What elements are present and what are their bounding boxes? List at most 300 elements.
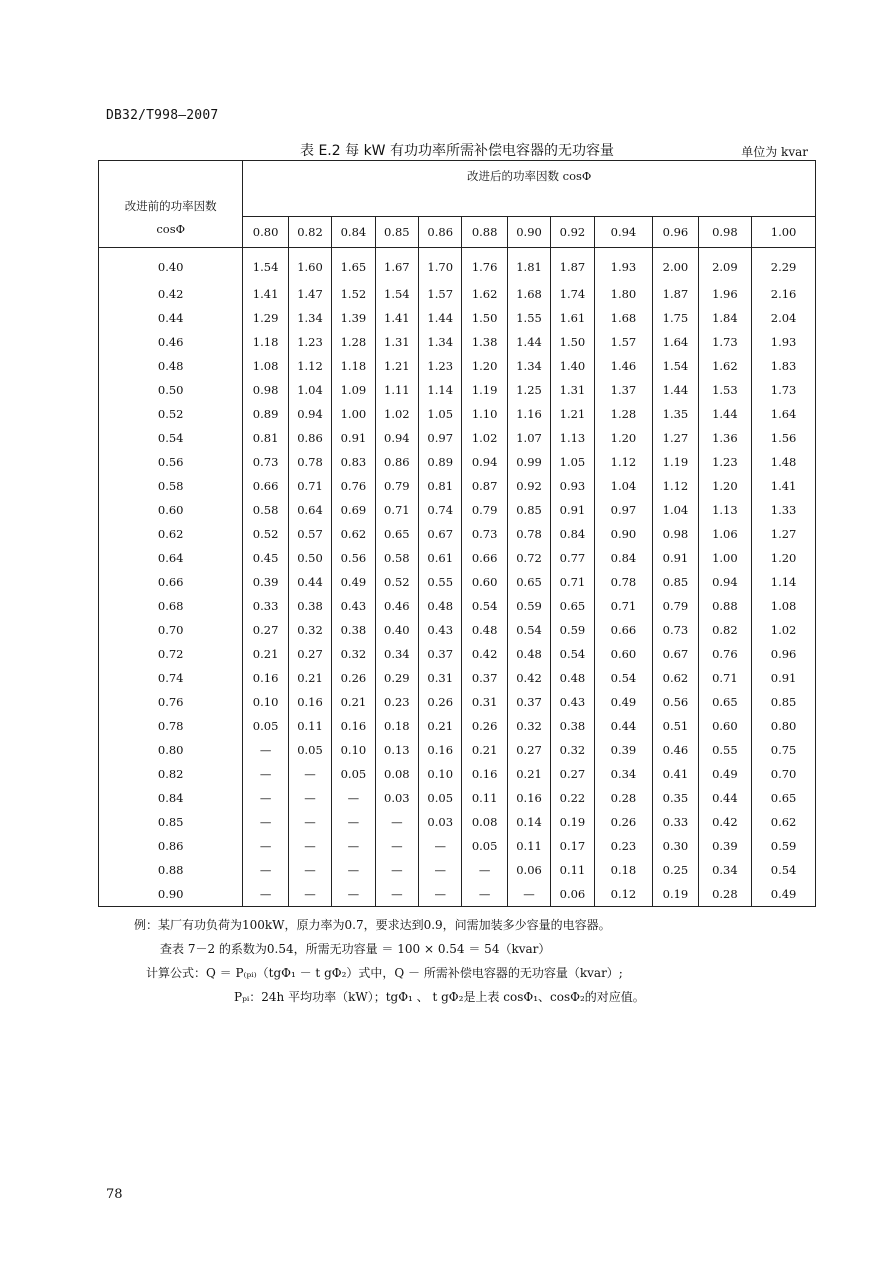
lookup-note: 查表 7－2 的系数为0.54，所需无功容量 ＝ 100 × 0.54 ＝ 54（kvar） bbox=[160, 942, 551, 956]
table-row bbox=[99, 714, 816, 738]
table-body bbox=[99, 247, 816, 906]
row-power-factor: 0.40 bbox=[99, 247, 243, 282]
table-cell: 0.73 bbox=[653, 618, 698, 642]
table-cell: 0.89 bbox=[419, 450, 462, 474]
table-cell: 1.23 bbox=[288, 330, 331, 354]
table-cell: 0.72 bbox=[507, 546, 550, 570]
row-power-factor: 0.70 bbox=[99, 618, 243, 642]
table-cell: 0.43 bbox=[419, 618, 462, 642]
table-cell: 0.08 bbox=[462, 810, 507, 834]
table-cell: 0.16 bbox=[462, 762, 507, 786]
table-cell: 1.18 bbox=[243, 330, 288, 354]
table-cell: 1.48 bbox=[752, 450, 816, 474]
table-cell: — bbox=[288, 858, 331, 882]
table-cell: 1.08 bbox=[243, 354, 288, 378]
table-cell: 0.80 bbox=[752, 714, 816, 738]
table-cell: 0.33 bbox=[653, 810, 698, 834]
table-cell: — bbox=[243, 810, 288, 834]
row-power-factor: 0.88 bbox=[99, 858, 243, 882]
table-cell: 1.67 bbox=[375, 247, 418, 282]
table-cell: 0.12 bbox=[594, 882, 653, 907]
row-power-factor: 0.64 bbox=[99, 546, 243, 570]
table-cell: 1.61 bbox=[551, 306, 594, 330]
table-cell: 1.81 bbox=[507, 247, 550, 282]
table-cell: 0.65 bbox=[507, 570, 550, 594]
table-cell: — bbox=[288, 834, 331, 858]
table-cell: 1.73 bbox=[752, 378, 816, 402]
table-cell: — bbox=[243, 834, 288, 858]
example-note: 例：某厂有功负荷为100kW，原力率为0.7，要求达到0.9，问需加装多少容量的电容器。 bbox=[134, 918, 611, 932]
table-cell: 0.96 bbox=[752, 642, 816, 666]
table-cell: 0.40 bbox=[375, 618, 418, 642]
table-cell: 1.05 bbox=[551, 450, 594, 474]
table-cell: 1.64 bbox=[752, 402, 816, 426]
table-cell: 0.71 bbox=[698, 666, 752, 690]
table-cell: 1.23 bbox=[698, 450, 752, 474]
table-cell: 1.57 bbox=[419, 282, 462, 306]
table-cell: 0.94 bbox=[462, 450, 507, 474]
table-cell: 1.28 bbox=[594, 402, 653, 426]
table-row bbox=[99, 690, 816, 714]
row-power-factor: 0.58 bbox=[99, 474, 243, 498]
table-cell: 0.37 bbox=[507, 690, 550, 714]
table-cell: 0.21 bbox=[332, 690, 375, 714]
table-cell: 1.41 bbox=[243, 282, 288, 306]
table-cell: 1.20 bbox=[752, 546, 816, 570]
table-cell: 0.71 bbox=[594, 594, 653, 618]
table-cell: 1.18 bbox=[332, 354, 375, 378]
table-cell: 0.05 bbox=[288, 738, 331, 762]
row-header-symbol: cosΦ bbox=[99, 217, 243, 248]
table-row bbox=[99, 474, 816, 498]
table-row bbox=[99, 594, 816, 618]
column-header: 0.94 bbox=[594, 217, 653, 248]
table-cell: 1.10 bbox=[462, 402, 507, 426]
column-header: 1.00 bbox=[752, 217, 816, 248]
column-header: 0.84 bbox=[332, 217, 375, 248]
table-cell: 0.44 bbox=[698, 786, 752, 810]
table-cell: 1.31 bbox=[551, 378, 594, 402]
table-cell: — bbox=[375, 834, 418, 858]
table-cell: 0.14 bbox=[507, 810, 550, 834]
table-row bbox=[99, 354, 816, 378]
table-cell: 0.73 bbox=[462, 522, 507, 546]
table-cell: 0.39 bbox=[243, 570, 288, 594]
table-cell: 0.71 bbox=[288, 474, 331, 498]
table-cell: 1.07 bbox=[507, 426, 550, 450]
table-cell: 0.66 bbox=[243, 474, 288, 498]
table-cell: 0.76 bbox=[332, 474, 375, 498]
table-cell: 1.87 bbox=[551, 247, 594, 282]
table-cell: — bbox=[462, 858, 507, 882]
table-cell: 1.53 bbox=[698, 378, 752, 402]
table-cell: — bbox=[288, 810, 331, 834]
table-cell: 1.20 bbox=[698, 474, 752, 498]
table-cell: 1.44 bbox=[419, 306, 462, 330]
table-cell: 1.54 bbox=[375, 282, 418, 306]
table-cell: 0.16 bbox=[419, 738, 462, 762]
table-row bbox=[99, 402, 816, 426]
table-cell: 1.02 bbox=[375, 402, 418, 426]
row-power-factor: 0.84 bbox=[99, 786, 243, 810]
table-cell: 0.54 bbox=[551, 642, 594, 666]
table-cell: 0.05 bbox=[419, 786, 462, 810]
table-cell: 0.66 bbox=[594, 618, 653, 642]
table-cell: 1.11 bbox=[375, 378, 418, 402]
table-cell: 0.46 bbox=[375, 594, 418, 618]
table-cell: 0.21 bbox=[243, 642, 288, 666]
table-cell: 1.73 bbox=[698, 330, 752, 354]
table-cell: 0.65 bbox=[752, 786, 816, 810]
table-cell: 0.18 bbox=[375, 714, 418, 738]
table-cell: 1.13 bbox=[551, 426, 594, 450]
table-cell: 0.55 bbox=[698, 738, 752, 762]
table-cell: 0.34 bbox=[375, 642, 418, 666]
table-cell: 1.19 bbox=[653, 450, 698, 474]
table-cell: 0.54 bbox=[594, 666, 653, 690]
table-cell: 1.02 bbox=[752, 618, 816, 642]
table-cell: 0.74 bbox=[419, 498, 462, 522]
table-cell: 1.33 bbox=[752, 498, 816, 522]
table-cell: 0.38 bbox=[288, 594, 331, 618]
table-cell: 0.62 bbox=[332, 522, 375, 546]
table-cell: 0.38 bbox=[332, 618, 375, 642]
table-cell: 1.27 bbox=[752, 522, 816, 546]
table-cell: 0.37 bbox=[419, 642, 462, 666]
row-power-factor: 0.48 bbox=[99, 354, 243, 378]
table-cell: 0.21 bbox=[462, 738, 507, 762]
table-cell: — bbox=[243, 786, 288, 810]
table-cell: 0.28 bbox=[594, 786, 653, 810]
row-power-factor: 0.72 bbox=[99, 642, 243, 666]
table-cell: 0.60 bbox=[594, 642, 653, 666]
table-cell: 1.34 bbox=[288, 306, 331, 330]
table-row bbox=[99, 858, 816, 882]
table-cell: 1.46 bbox=[594, 354, 653, 378]
table-cell: 0.50 bbox=[288, 546, 331, 570]
table-cell: 1.14 bbox=[752, 570, 816, 594]
table-cell: 0.78 bbox=[507, 522, 550, 546]
table-cell: — bbox=[332, 858, 375, 882]
table-cell: 0.32 bbox=[332, 642, 375, 666]
table-cell: — bbox=[332, 834, 375, 858]
table-cell: 1.06 bbox=[698, 522, 752, 546]
table-cell: 0.18 bbox=[594, 858, 653, 882]
table-cell: 0.48 bbox=[419, 594, 462, 618]
table-cell: 1.68 bbox=[594, 306, 653, 330]
table-row bbox=[99, 642, 816, 666]
table-cell: 0.52 bbox=[375, 570, 418, 594]
table-row bbox=[99, 834, 816, 858]
table-row bbox=[99, 618, 816, 642]
table-cell: 0.73 bbox=[243, 450, 288, 474]
table-cell: 0.65 bbox=[375, 522, 418, 546]
table-row bbox=[99, 426, 816, 450]
table-cell: 0.51 bbox=[653, 714, 698, 738]
table-cell: 1.02 bbox=[462, 426, 507, 450]
table-cell: 0.78 bbox=[594, 570, 653, 594]
table-cell: 0.30 bbox=[653, 834, 698, 858]
row-power-factor: 0.78 bbox=[99, 714, 243, 738]
table-cell: 0.98 bbox=[243, 378, 288, 402]
table-cell: 1.21 bbox=[551, 402, 594, 426]
table-cell: 1.39 bbox=[332, 306, 375, 330]
table-cell: 0.61 bbox=[419, 546, 462, 570]
table-cell: 0.32 bbox=[551, 738, 594, 762]
row-power-factor: 0.54 bbox=[99, 426, 243, 450]
table-cell: 1.34 bbox=[507, 354, 550, 378]
table-cell: 0.90 bbox=[594, 522, 653, 546]
table-cell: 1.12 bbox=[653, 474, 698, 498]
table-cell: 0.10 bbox=[243, 690, 288, 714]
table-cell: 0.56 bbox=[332, 546, 375, 570]
table-cell: 0.37 bbox=[462, 666, 507, 690]
table-cell: 0.77 bbox=[551, 546, 594, 570]
table-cell: 1.96 bbox=[698, 282, 752, 306]
table-cell: 2.04 bbox=[752, 306, 816, 330]
table-cell: 0.44 bbox=[288, 570, 331, 594]
row-power-factor: 0.86 bbox=[99, 834, 243, 858]
column-header: 0.85 bbox=[375, 217, 418, 248]
row-power-factor: 0.50 bbox=[99, 378, 243, 402]
column-header: 0.98 bbox=[698, 217, 752, 248]
table-cell: 0.91 bbox=[332, 426, 375, 450]
table-cell: 0.41 bbox=[653, 762, 698, 786]
table-cell: 0.84 bbox=[594, 546, 653, 570]
table-cell: 0.70 bbox=[752, 762, 816, 786]
table-cell: 0.26 bbox=[594, 810, 653, 834]
table-cell: 0.34 bbox=[594, 762, 653, 786]
table-cell: 2.00 bbox=[653, 247, 698, 282]
formula-note: 计算公式：Q ＝ P₍ₚᵢ₎（tgΦ₁ － t gΦ₂）式中，Q － 所需补偿电容器的无功容量（kvar）; bbox=[146, 966, 623, 980]
row-power-factor: 0.52 bbox=[99, 402, 243, 426]
table-cell: 0.29 bbox=[375, 666, 418, 690]
table-cell: 0.16 bbox=[332, 714, 375, 738]
table-cell: 1.93 bbox=[752, 330, 816, 354]
table-cell: 0.28 bbox=[698, 882, 752, 907]
table-cell: — bbox=[375, 882, 418, 907]
table-cell: 1.34 bbox=[419, 330, 462, 354]
table-cell: 1.29 bbox=[243, 306, 288, 330]
table-title-row bbox=[98, 140, 816, 160]
table-cell: 1.83 bbox=[752, 354, 816, 378]
table-row bbox=[99, 247, 816, 282]
table-cell: — bbox=[507, 882, 550, 907]
standard-code: DB32/T998—2007 bbox=[106, 108, 219, 123]
row-power-factor: 0.68 bbox=[99, 594, 243, 618]
table-cell: 1.57 bbox=[594, 330, 653, 354]
table-cell: 0.49 bbox=[698, 762, 752, 786]
table-cell: 0.84 bbox=[551, 522, 594, 546]
table-cell: 1.28 bbox=[332, 330, 375, 354]
table-cell: 0.17 bbox=[551, 834, 594, 858]
table-cell: 0.65 bbox=[551, 594, 594, 618]
table-cell: 0.75 bbox=[752, 738, 816, 762]
table-cell: 1.70 bbox=[419, 247, 462, 282]
table-cell: 0.59 bbox=[752, 834, 816, 858]
table-cell: 1.35 bbox=[653, 402, 698, 426]
column-header: 0.86 bbox=[419, 217, 462, 248]
table-cell: 0.19 bbox=[551, 810, 594, 834]
table-cell: 0.78 bbox=[288, 450, 331, 474]
table-cell: 0.97 bbox=[419, 426, 462, 450]
table-cell: 0.98 bbox=[653, 522, 698, 546]
row-power-factor: 0.66 bbox=[99, 570, 243, 594]
table-cell: 0.43 bbox=[332, 594, 375, 618]
col-group-header: 改进后的功率因数 cosΦ bbox=[243, 161, 816, 217]
table-cell: 1.36 bbox=[698, 426, 752, 450]
table-cell: 0.86 bbox=[288, 426, 331, 450]
table-cell: — bbox=[332, 786, 375, 810]
table-cell: 0.10 bbox=[332, 738, 375, 762]
table-cell: 0.11 bbox=[507, 834, 550, 858]
table-cell: 0.97 bbox=[594, 498, 653, 522]
table-cell: 0.31 bbox=[419, 666, 462, 690]
table-cell: 1.13 bbox=[698, 498, 752, 522]
table-cell: — bbox=[288, 786, 331, 810]
table-cell: 0.62 bbox=[752, 810, 816, 834]
table-cell: 1.12 bbox=[288, 354, 331, 378]
column-header: 0.92 bbox=[551, 217, 594, 248]
table-cell: 0.60 bbox=[698, 714, 752, 738]
page-number: 78 bbox=[106, 1187, 123, 1202]
table-cell: 0.58 bbox=[243, 498, 288, 522]
table-cell: 1.41 bbox=[375, 306, 418, 330]
table-cell: — bbox=[288, 762, 331, 786]
table-cell: 1.27 bbox=[653, 426, 698, 450]
table-cell: 1.44 bbox=[698, 402, 752, 426]
table-cell: — bbox=[419, 858, 462, 882]
table-cell: 0.42 bbox=[698, 810, 752, 834]
row-power-factor: 0.80 bbox=[99, 738, 243, 762]
table-cell: 0.27 bbox=[507, 738, 550, 762]
table-cell: 0.81 bbox=[243, 426, 288, 450]
table-cell: — bbox=[375, 810, 418, 834]
table-row bbox=[99, 738, 816, 762]
table-cell: 0.56 bbox=[653, 690, 698, 714]
table-cell: 0.26 bbox=[462, 714, 507, 738]
column-header: 0.96 bbox=[653, 217, 698, 248]
table-cell: 0.31 bbox=[462, 690, 507, 714]
row-power-factor: 0.82 bbox=[99, 762, 243, 786]
table-cell: 0.16 bbox=[288, 690, 331, 714]
table-cell: 0.94 bbox=[288, 402, 331, 426]
table-cell: 1.44 bbox=[507, 330, 550, 354]
row-power-factor: 0.42 bbox=[99, 282, 243, 306]
table-cell: 1.08 bbox=[752, 594, 816, 618]
table-cell: 1.62 bbox=[462, 282, 507, 306]
unit-label: 单位为 kvar bbox=[741, 145, 808, 159]
table-cell: 0.79 bbox=[462, 498, 507, 522]
table-cell: 1.76 bbox=[462, 247, 507, 282]
table-cell: 0.59 bbox=[551, 618, 594, 642]
table-cell: 0.23 bbox=[594, 834, 653, 858]
table-cell: 0.58 bbox=[375, 546, 418, 570]
table-cell: 0.67 bbox=[653, 642, 698, 666]
table-cell: 0.71 bbox=[375, 498, 418, 522]
table-row bbox=[99, 570, 816, 594]
table-cell: 0.39 bbox=[698, 834, 752, 858]
table-cell: 0.65 bbox=[698, 690, 752, 714]
table-cell: 1.04 bbox=[594, 474, 653, 498]
table-cell: 0.91 bbox=[653, 546, 698, 570]
table-cell: 0.16 bbox=[243, 666, 288, 690]
table-cell: 0.60 bbox=[462, 570, 507, 594]
table-cell: 2.29 bbox=[752, 247, 816, 282]
table-cell: 0.11 bbox=[551, 858, 594, 882]
table-cell: 0.03 bbox=[419, 810, 462, 834]
table-cell: 0.39 bbox=[594, 738, 653, 762]
table-cell: 0.42 bbox=[462, 642, 507, 666]
table-cell: 1.25 bbox=[507, 378, 550, 402]
table-cell: 0.11 bbox=[288, 714, 331, 738]
table-cell: 1.41 bbox=[752, 474, 816, 498]
table-cell: — bbox=[462, 882, 507, 907]
table-cell: 0.88 bbox=[698, 594, 752, 618]
table-cell: 0.69 bbox=[332, 498, 375, 522]
table-cell: 0.57 bbox=[288, 522, 331, 546]
table-cell: 0.81 bbox=[419, 474, 462, 498]
table-row bbox=[99, 306, 816, 330]
table-row bbox=[99, 882, 816, 907]
row-header-label: 改进前的功率因数 bbox=[99, 161, 243, 217]
table-cell: 0.03 bbox=[375, 786, 418, 810]
table-cell: 1.74 bbox=[551, 282, 594, 306]
table-row bbox=[99, 330, 816, 354]
table-cell: 0.49 bbox=[752, 882, 816, 907]
table-row bbox=[99, 810, 816, 834]
table-cell: 1.52 bbox=[332, 282, 375, 306]
table-cell: 2.09 bbox=[698, 247, 752, 282]
table-cell: 1.40 bbox=[551, 354, 594, 378]
table-cell: 0.05 bbox=[332, 762, 375, 786]
table-cell: 0.22 bbox=[551, 786, 594, 810]
table-cell: 0.87 bbox=[462, 474, 507, 498]
table-cell: 0.26 bbox=[419, 690, 462, 714]
table-cell: 0.38 bbox=[551, 714, 594, 738]
table-cell: 0.34 bbox=[698, 858, 752, 882]
table-cell: 0.52 bbox=[243, 522, 288, 546]
table-cell: 1.09 bbox=[332, 378, 375, 402]
table-cell: 1.54 bbox=[653, 354, 698, 378]
table-cell: 1.62 bbox=[698, 354, 752, 378]
table-cell: — bbox=[332, 882, 375, 907]
table-header bbox=[99, 161, 816, 248]
table-cell: 1.16 bbox=[507, 402, 550, 426]
table-cell: — bbox=[243, 858, 288, 882]
table-cell: 1.38 bbox=[462, 330, 507, 354]
table-cell: 2.16 bbox=[752, 282, 816, 306]
row-power-factor: 0.46 bbox=[99, 330, 243, 354]
table-cell: 1.05 bbox=[419, 402, 462, 426]
table-cell: 0.08 bbox=[375, 762, 418, 786]
table-cell: 0.32 bbox=[507, 714, 550, 738]
table-cell: — bbox=[419, 882, 462, 907]
column-header: 0.80 bbox=[243, 217, 288, 248]
table-cell: 0.48 bbox=[551, 666, 594, 690]
table-cell: 1.20 bbox=[594, 426, 653, 450]
table-cell: 0.13 bbox=[375, 738, 418, 762]
table-cell: 1.80 bbox=[594, 282, 653, 306]
table-cell: 1.19 bbox=[462, 378, 507, 402]
column-header: 0.82 bbox=[288, 217, 331, 248]
table-row bbox=[99, 666, 816, 690]
table-cell: 0.16 bbox=[507, 786, 550, 810]
table-cell: 1.75 bbox=[653, 306, 698, 330]
table-cell: 0.91 bbox=[551, 498, 594, 522]
table-cell: 1.55 bbox=[507, 306, 550, 330]
table-cell: 1.47 bbox=[288, 282, 331, 306]
